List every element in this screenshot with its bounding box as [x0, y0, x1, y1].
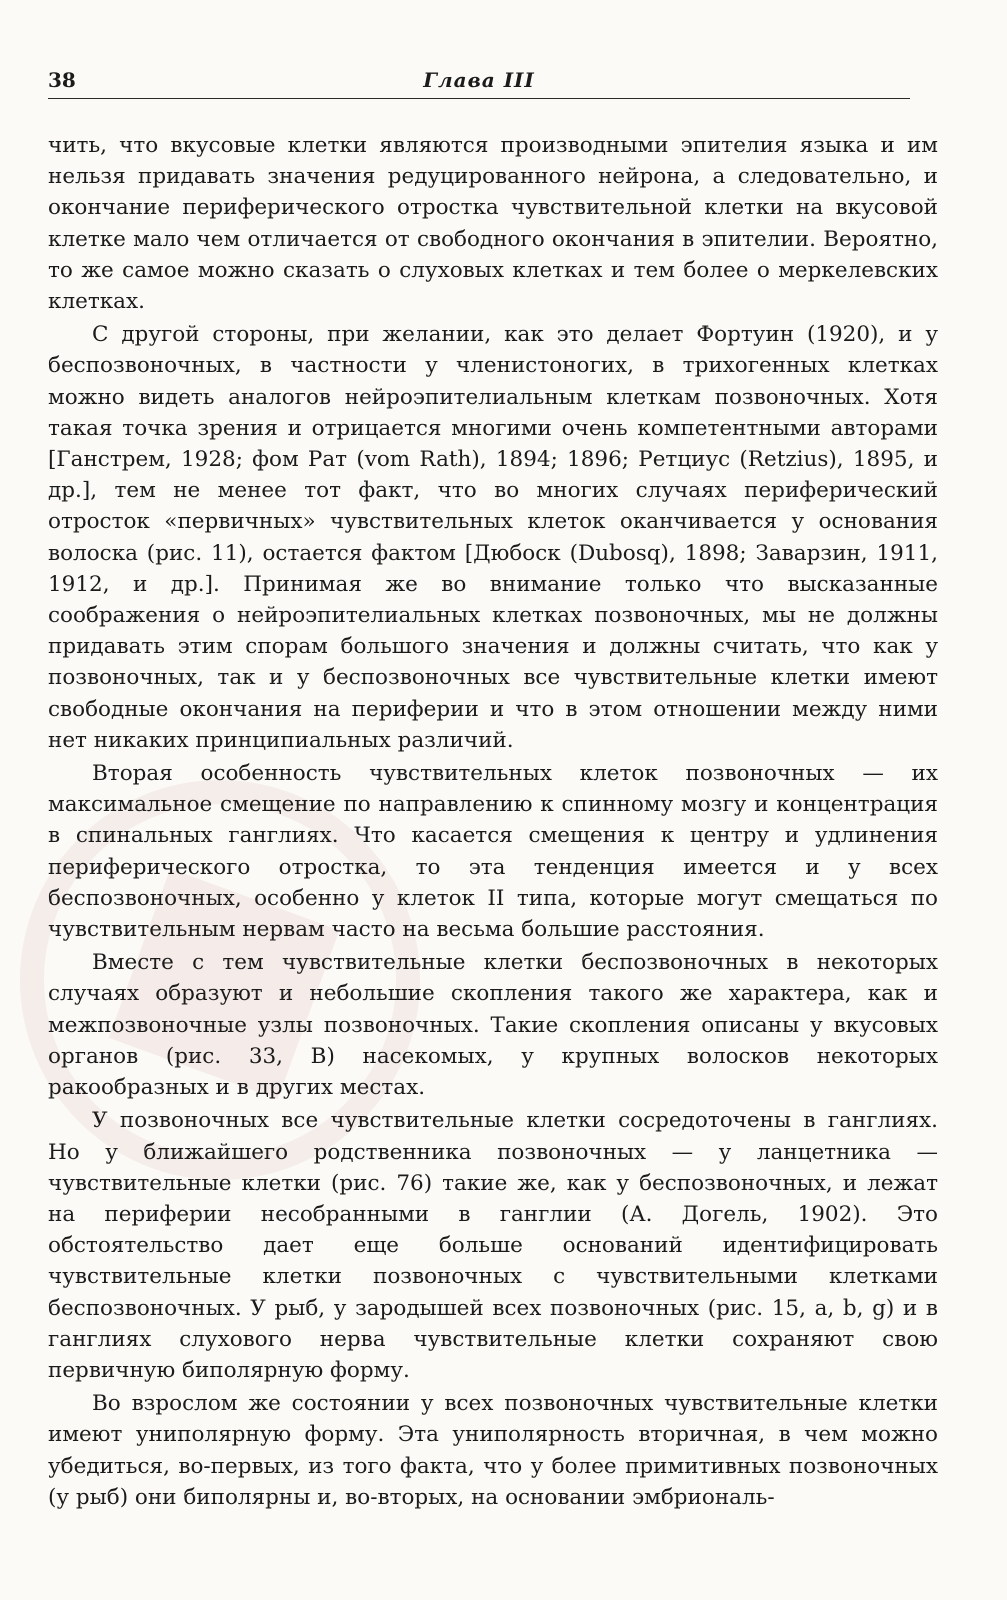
body-text	[48, 130, 938, 1513]
paragraph-3: Вторая особенность чувствительных клеток позвоночных — их максимальное смещение по направлению к спинному мозгу и концентрация в спинальных ганглиях. Что касается смещения к центру и удлинения периферического отростка, то эта тенденция имеется и у всех беспозвоночных, особенно у клеток II типа, которые могут смещаться по чувствительным нервам часто на весьма большие расстояния.	[48, 761, 938, 943]
page-number: 38	[48, 68, 76, 92]
running-title: Глава III	[423, 68, 535, 92]
paragraph-6: Во взрослом же состоянии у всех позвоночных чувствительные клетки имеют униполярную форму. Эта униполярность вторичная, в чем можно убедиться, во-первых, из того факта, что у более примитивных позвоночных (у рыб) они биполярны и, во-вторых, на основании эмбриональ-	[48, 1391, 938, 1510]
paragraph-1: чить, что вкусовые клетки являются производными эпителия языка и им нельзя придавать значения редуцированного нейрона, а следовательно, и окончание периферического отростка чувствительной клетки на вкусовой клетке мало чем отличается от свободного окончания в эпителии. Вероятно, то же самое можно сказать о слуховых клетках и тем более о меркелевских клетках.	[48, 133, 938, 315]
paragraph-2: С другой стороны, при желании, как это делает Фортуин (1920), и у беспозвоночных, в частности у членистоногих, в трихогенных клетках можно видеть аналогов нейроэпителиальным клеткам позвоночных. Хотя такая точка зрения и отрицается многими очень компетентными авторами [Ганстрем, 1928; фом Рат (vom Rath), 1894; 1896; Ретциус (Retzius), 1895, и др.], тем не менее тот факт, что во многих случаях периферический отросток «первичных» чувствительных клеток оканчивается у основания волоска (рис. 11), остается фактом [Дюбоск (Dubosq), 1898; Заварзин, 1911, 1912, и др.]. Принимая же во внимание только что высказанные соображения о нейроэпителиальных клетках позвоночных, мы не должны придавать этим спорам большого значения и должны считать, что как у позвоночных, так и у беспозвоночных все чувствительные клетки имеют свободные окончания на периферии и что в этом отношении между ними нет никаких принципиальных различий.	[48, 322, 938, 753]
paragraph-4: Вместе с тем чувствительные клетки беспозвоночных в некоторых случаях образуют и небольшие скопления такого же характера, как и межпозвоночные узлы позвоночных. Такие скопления описаны у вкусовых органов (рис. 33, В) насекомых, у крупных волосков некоторых ракообразных и в других местах.	[48, 950, 938, 1101]
page-header	[48, 62, 910, 99]
paragraph-5: У позвоночных все чувствительные клетки сосредоточены в ганглиях. Но у ближайшего родственника позвоночных — у ланцетника — чувствительные клетки (рис. 76) такие же, как у беспозвоночных, и лежат на периферии несобранными в ганглии (А. Догель, 1902). Это обстоятельство дает еще больше оснований идентифицировать чувствительные клетки позвоночных с чувствительными клетками беспозвоночных. У рыб, у зародышей всех позвоночных (рис. 15, a, b, g) и в ганглиях слухового нерва чувствительные клетки сохраняют свою первичную биполярную форму.	[48, 1108, 938, 1383]
